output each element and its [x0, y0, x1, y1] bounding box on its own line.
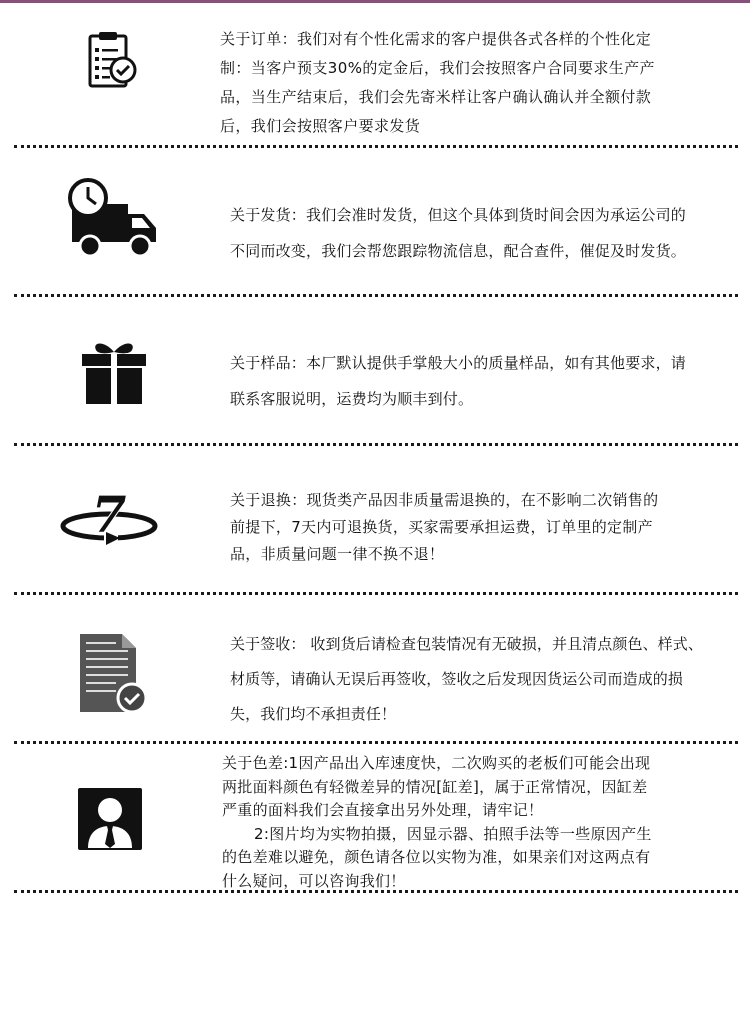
text-line: 关于签收： 收到货后请检查包装情况有无破损，并且清点颜色、样式、	[230, 635, 703, 653]
delivery-truck-clock-icon	[66, 178, 160, 258]
text-line: 关于样品：本厂默认提供手掌般大小的质量样品，如有其他要求，请	[230, 354, 687, 372]
text-line: 品，非质量问题一律不换不退！	[230, 545, 445, 563]
dotted-divider	[14, 443, 738, 446]
text-line: 关于订单：我们对有个性化需求的客户提供各式各样的个性化定	[220, 30, 652, 48]
text-line: 制：当客户预支30%的定金后，我们会按照客户合同要求生产产	[220, 59, 655, 77]
text-line: 品，当生产结束后，我们会先寄米样让客户确认确认并全额付款	[220, 88, 652, 106]
text-line: 材质等，请确认无误后再签收，签收之后发现因货运公司而造成的损	[230, 670, 684, 688]
text-line: 什么疑问，可以咨询我们！	[222, 871, 406, 890]
text-line: 失，我们均不承担责任！	[230, 705, 397, 723]
text-line: 后，我们会按照客户要求发货	[220, 117, 421, 135]
text-line: 两批面料颜色有轻微差异的情况[缸差]，属于正常情况，因缸差	[222, 777, 648, 796]
dotted-divider	[14, 592, 738, 595]
clipboard-checklist-icon	[85, 30, 137, 92]
section-returns-text	[230, 487, 658, 568]
text-line: 关于色差:1因产品出入库速度快，二次购买的老板们可能会出现	[222, 754, 651, 772]
seven-day-number: 7	[91, 488, 127, 544]
text-line: 前提下，7天内可退换货，买家需要承担运费，订单里的定制产	[230, 518, 653, 536]
text-line: 关于发货：我们会准时发货，但这个具体到货时间会因为承运公司的	[230, 206, 687, 224]
section-color-difference-text	[222, 752, 652, 893]
seven-day-return-icon	[58, 488, 160, 550]
dotted-divider	[14, 145, 738, 148]
text-line: 的色差难以避免，颜色请各位以实物为准，如果亲们对这两点有	[222, 848, 651, 866]
text-line: 联系客服说明，运费均为顺丰到付。	[230, 390, 474, 408]
section-samples-text	[230, 345, 686, 417]
dotted-divider	[14, 294, 738, 297]
dotted-divider	[14, 741, 738, 744]
document-check-icon	[76, 630, 150, 716]
text-line: 2:图片均为实物拍摄，因显示器、拍照手法等一些原因产生	[254, 824, 652, 843]
text-line: 关于退换：现货类产品因非质量需退换的，在不影响二次销售的	[230, 491, 659, 509]
section-receipt-text	[230, 627, 703, 732]
dotted-divider	[14, 890, 738, 893]
gift-box-icon	[80, 338, 148, 406]
customer-service-avatar-icon	[78, 788, 142, 850]
text-line: 严重的面料我们会直接拿出另外处理，请牢记！	[222, 801, 544, 819]
text-line: 不同而改变，我们会帮您跟踪物流信息，配合查件，催促及时发货。	[230, 242, 687, 260]
top-accent-bar	[0, 0, 750, 3]
section-order-text	[220, 25, 655, 141]
section-shipping-text	[230, 197, 686, 269]
